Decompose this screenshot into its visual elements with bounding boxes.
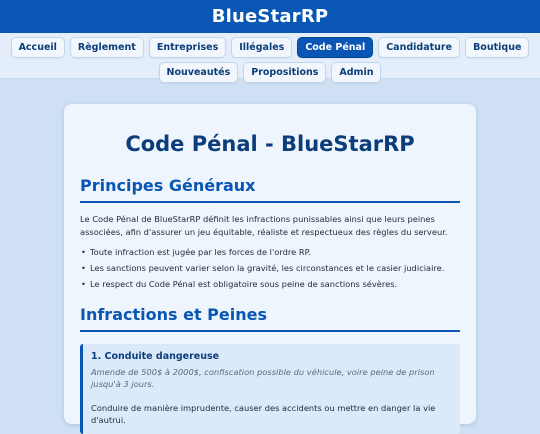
nav-reglement[interactable]: Règlement xyxy=(70,37,144,58)
infraction-penalty: Amende de 500$ à 2000$, confiscation possible du véhicule, voire peine de prison jusqu'à 3 jours. xyxy=(91,367,435,389)
nav-accueil[interactable]: Accueil xyxy=(11,37,65,58)
nav-nouveautes[interactable]: Nouveautés xyxy=(159,62,239,83)
list-item: • Le respect du Code Pénal est obligatoire sous peine de sanctions sévères. xyxy=(80,279,460,289)
section-title-principes: Principes Généraux xyxy=(80,176,460,203)
infraction-title: 1. Conduite dangereuse xyxy=(91,351,220,362)
nav-row-1 xyxy=(8,37,532,58)
list-item: • Les sanctions peuvent varier selon la gravité, les circonstances et le casier judiciaire. xyxy=(80,263,460,273)
content-card xyxy=(64,104,476,424)
principles-list xyxy=(80,247,460,289)
nav-illegales[interactable]: Illégales xyxy=(231,37,292,58)
page-title: Code Pénal - BlueStarRP xyxy=(125,132,415,156)
nav-propositions[interactable]: Propositions xyxy=(243,62,326,83)
site-header xyxy=(0,0,540,33)
nav-admin[interactable]: Admin xyxy=(331,62,381,83)
main-nav xyxy=(0,33,540,79)
intro-paragraph: Le Code Pénal de BlueStarRP définit les infractions punissables ainsi que leurs peines associées, afin d'assurer un jeu équitable, réaliste et respectueux des règles du serveur. xyxy=(80,214,448,237)
list-item: • Toute infraction est jugée par les forces de l'ordre RP. xyxy=(80,247,460,257)
section-title-infractions: Infractions et Peines xyxy=(80,305,460,332)
site-title[interactable]: BlueStarRP xyxy=(211,6,329,27)
nav-entreprises[interactable]: Entreprises xyxy=(149,37,226,58)
nav-candidature[interactable]: Candidature xyxy=(378,37,460,58)
nav-row-2 xyxy=(8,62,532,83)
nav-code-penal[interactable]: Code Pénal xyxy=(297,37,373,58)
infraction-card xyxy=(80,344,460,434)
infraction-description: Conduire de manière imprudente, causer des accidents ou mettre en danger la vie d'autrui. xyxy=(91,403,436,425)
nav-boutique[interactable]: Boutique xyxy=(465,37,529,58)
